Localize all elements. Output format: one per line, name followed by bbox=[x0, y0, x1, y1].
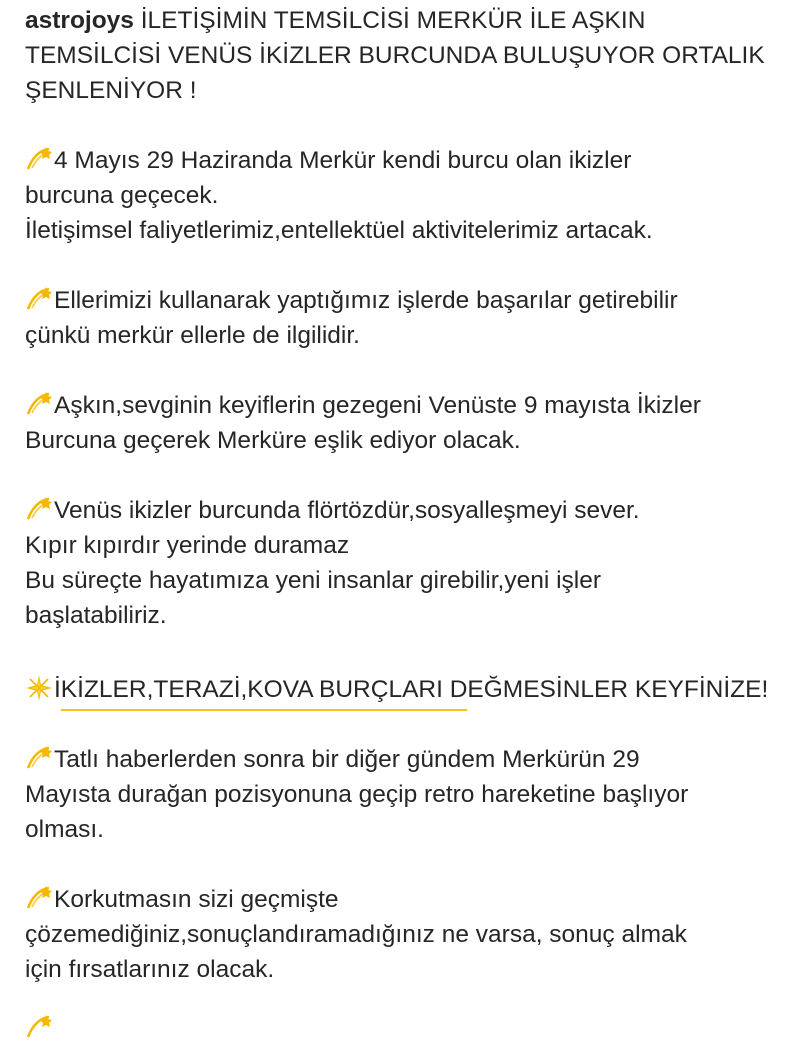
paragraph-4-line-3: Bu süreçte hayatımıza yeni insanlar girebilir,yeni işler bbox=[25, 567, 602, 594]
username-link[interactable]: astrojoys bbox=[25, 7, 134, 34]
dizzy-star-icon bbox=[25, 145, 53, 173]
dizzy-star-icon bbox=[25, 495, 53, 523]
paragraph-text: Aşkın,sevginin keyiflerin gezegeni Venüste 9 mayısta İkizler bbox=[54, 392, 701, 419]
paragraph-7-line-1 bbox=[25, 883, 339, 918]
paragraph-text: Korkutmasın sizi geçmişte bbox=[54, 886, 339, 913]
highlight-underline bbox=[61, 709, 467, 711]
paragraph-text: Ellerimizi kullanarak yaptığımız işlerde başarılar getirebilir bbox=[54, 287, 678, 314]
paragraph-text: Venüs ikizler burcunda flörtözdür,sosyalleşmeyi sever. bbox=[54, 497, 640, 524]
dizzy-star-icon bbox=[25, 884, 53, 912]
dizzy-star-icon bbox=[25, 744, 53, 772]
paragraph-2-line-2: çünkü merkür ellerle de ilgilidir. bbox=[25, 322, 360, 349]
title-text-1: İLETİŞİMİN TEMSİLCİSİ MERKÜR İLE AŞKIN bbox=[140, 7, 646, 34]
paragraph-8-line-1 bbox=[25, 1012, 54, 1047]
highlight-text: İKİZLER,TERAZİ,KOVA BURÇLARI DEĞMESİNLER KEYFİNİZE! bbox=[54, 676, 769, 703]
dizzy-star-icon bbox=[25, 1013, 53, 1041]
paragraph-1-line-3: İletişimsel faliyetlerimiz,entellektüel aktivitelerimiz artacak. bbox=[25, 217, 653, 244]
dizzy-star-icon bbox=[25, 285, 53, 313]
paragraph-4-line-1 bbox=[25, 494, 640, 529]
paragraph-5-line-1 bbox=[25, 673, 768, 708]
paragraph-6-line-3: olması. bbox=[25, 816, 104, 843]
paragraph-3-line-2: Burcuna geçerek Merküre eşlik ediyor olacak. bbox=[25, 427, 521, 454]
paragraph-text: 4 Mayıs 29 Haziranda Merkür kendi burcu olan ikizler bbox=[54, 147, 632, 174]
paragraph-4-line-4: başlatabiliriz. bbox=[25, 602, 167, 629]
sparkle-icon bbox=[25, 674, 53, 702]
paragraph-text: Tatlı haberlerden sonra bir diğer gündem Merkürün 29 bbox=[54, 746, 640, 773]
caption-title-line-3: ŞENLENİYOR ! bbox=[25, 77, 197, 104]
paragraph-1-line-1 bbox=[25, 144, 631, 179]
paragraph-6-line-2: Mayısta durağan pozisyonuna geçip retro hareketine başlıyor bbox=[25, 781, 689, 808]
paragraph-6-line-1 bbox=[25, 743, 640, 778]
paragraph-2-line-1 bbox=[25, 284, 678, 319]
caption-title-line-1 bbox=[25, 4, 645, 39]
paragraph-3-line-1 bbox=[25, 389, 701, 424]
paragraph-7-line-2: çözemediğiniz,sonuçlandıramadığınız ne varsa, sonuç almak bbox=[25, 921, 687, 948]
paragraph-1-line-2: burcuna geçecek. bbox=[25, 182, 219, 209]
paragraph-7-line-3: için fırsatlarınız olacak. bbox=[25, 956, 275, 983]
caption-title-line-2: TEMSİLCİSİ VENÜS İKİZLER BURCUNDA BULUŞUYOR ORTALIK bbox=[25, 42, 765, 69]
dizzy-star-icon bbox=[25, 390, 53, 418]
paragraph-4-line-2: Kıpır kıpırdır yerinde duramaz bbox=[25, 532, 350, 559]
